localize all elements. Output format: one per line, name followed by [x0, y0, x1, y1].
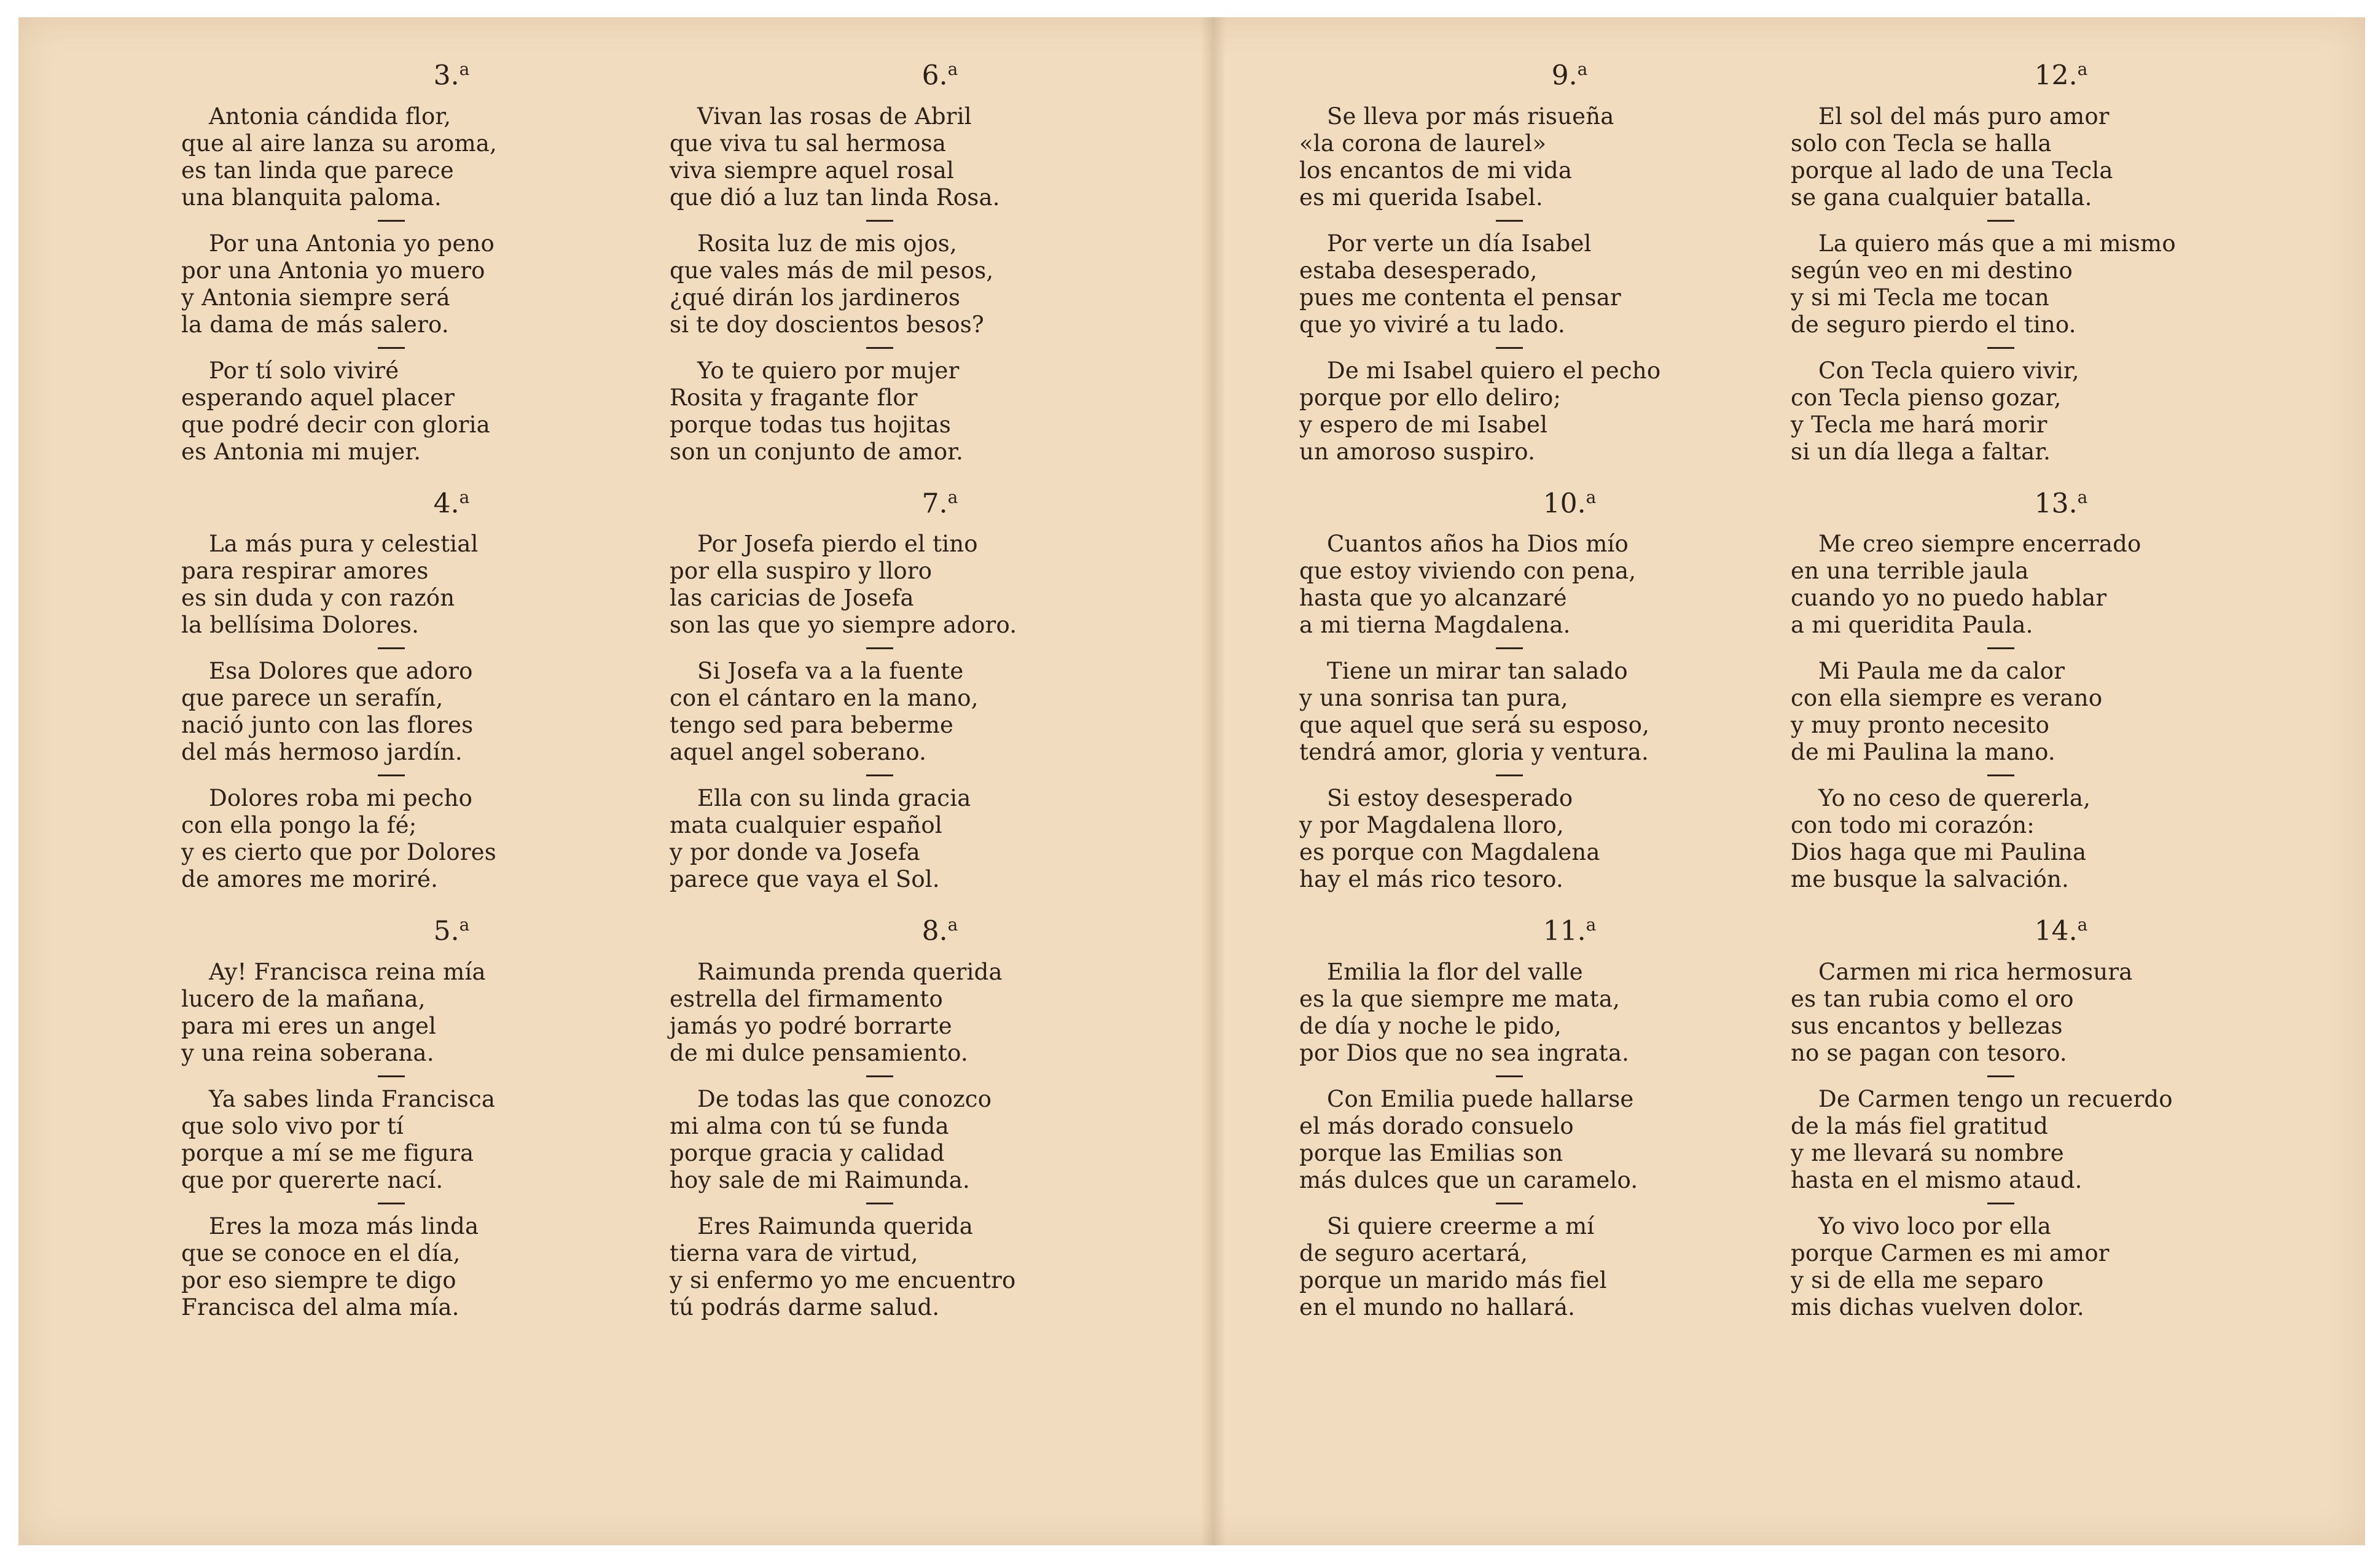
verse-line: y si mi Tecla me tocan [1791, 284, 2049, 311]
verse-line: hoy sale de mi Raimunda. [670, 1166, 970, 1193]
verse-line: porque un marido más fiel [1299, 1266, 1607, 1293]
section-number [1299, 479, 1791, 523]
verse-line: Yo vivo loco por ella [1818, 1212, 2052, 1239]
stanza [181, 658, 673, 766]
verse-line: solo con Tecla se halla [1791, 130, 2052, 157]
verse-line: Ya sabes linda Francisca [209, 1085, 496, 1112]
song-section [1791, 907, 2282, 1321]
section-number [1791, 479, 2282, 523]
stanza [1791, 785, 2282, 893]
verse-line: una blanquita paloma. [181, 184, 442, 211]
verse-column [181, 51, 673, 1335]
stanza-divider [1496, 1075, 1523, 1077]
verse-line: lucero de la mañana, [181, 985, 426, 1012]
verse-line: «la corona de laurel» [1299, 130, 1547, 157]
verse-line: de mi Paulina la mano. [1791, 739, 2055, 766]
song-section [670, 51, 1161, 466]
stanza [670, 1213, 1161, 1321]
verse-line: que por quererte nací. [181, 1166, 444, 1193]
verse-line: es mi querida Isabel. [1299, 184, 1543, 211]
stanza [1299, 1213, 1791, 1321]
stanza [1299, 785, 1791, 893]
verse-column [1299, 51, 1791, 1335]
verse-line: es tan linda que parece [181, 157, 454, 184]
verse-line: son las que yo siempre adoro. [670, 612, 1017, 639]
section-number-text: 6. [921, 60, 948, 92]
stanza [1791, 357, 2282, 466]
stanza-divider [378, 1203, 405, 1204]
verse-line: Por tí solo viviré [209, 357, 399, 384]
stanza-divider [866, 220, 893, 222]
verse-line: Tiene un mirar tan salado [1327, 658, 1628, 685]
verse-line: hay el más rico tesoro. [1299, 866, 1563, 893]
verse-line: y si de ella me separo [1791, 1266, 2044, 1293]
section-number [670, 479, 1161, 523]
verse-line: La quiero más que a mi mismo [1818, 230, 2176, 257]
stanza-divider [1496, 774, 1523, 776]
verse-line: y muy pronto necesito [1791, 712, 2050, 739]
verse-line: Mi Paula me da calor [1818, 658, 2065, 685]
section-number-text: 10. [1543, 488, 1586, 520]
stanza-divider [378, 774, 405, 776]
stanza [1299, 658, 1791, 766]
verse-line: De Carmen tengo un recuerdo [1818, 1085, 2173, 1112]
verse-line: que parece un serafín, [181, 685, 444, 712]
stanza [181, 785, 673, 893]
verse-line: viva siempre aquel rosal [670, 157, 955, 184]
stanza [1791, 658, 2282, 766]
verse-line: Dolores roba mi pecho [209, 785, 473, 812]
verse-line: por Dios que no sea ingrata. [1299, 1039, 1630, 1066]
stanza-divider [1987, 647, 2014, 649]
stanza-divider [866, 774, 893, 776]
stanza [1791, 1213, 2282, 1321]
verse-line: por eso siempre te digo [181, 1266, 456, 1293]
section-number-text: 14. [2034, 915, 2078, 947]
verse-line: y si enfermo yo me encuentro [670, 1266, 1016, 1293]
verse-line: Vivan las rosas de Abril [697, 103, 972, 130]
verse-line: Con Emilia puede hallarse [1327, 1085, 1634, 1112]
section-number-text: 5. [433, 915, 460, 947]
verse-line: y por Magdalena lloro, [1299, 812, 1564, 839]
stanza-divider [866, 347, 893, 349]
verse-column [1791, 51, 2282, 1335]
verse-line: de seguro acertará, [1299, 1239, 1528, 1266]
verse-line: Rosita y fragante flor [670, 384, 918, 411]
verse-line: Me creo siempre encerrado [1818, 531, 2141, 558]
stanza [1299, 1086, 1791, 1194]
stanza [1299, 959, 1791, 1067]
verse-line: del más hermoso jardín. [181, 739, 463, 766]
verse-column [670, 51, 1161, 1335]
verse-line: que yo viviré a tu lado. [1299, 311, 1565, 338]
verse-line: mata cualquier español [670, 812, 942, 839]
section-number-text: 7. [921, 488, 948, 520]
stanza [670, 230, 1161, 338]
verse-line: porque las Emilias son [1299, 1139, 1563, 1166]
verse-line: mis dichas vuelven dolor. [1791, 1293, 2084, 1320]
verse-line: Emilia la flor del valle [1327, 958, 1583, 985]
stanza-divider [866, 647, 893, 649]
song-section [181, 51, 673, 466]
verse-line: tengo sed para beberme [670, 712, 954, 739]
song-section [1791, 479, 2282, 894]
section-number [181, 907, 673, 950]
verse-line: y una sonrisa tan pura, [1299, 685, 1568, 712]
verse-line: se gana cualquier batalla. [1791, 184, 2092, 211]
verse-line: hasta en el mismo ataud. [1791, 1166, 2083, 1193]
verse-line: que viva tu sal hermosa [670, 130, 947, 157]
verse-line: porque Carmen es mi amor [1791, 1239, 2110, 1266]
verse-line: De todas las que conozco [697, 1085, 992, 1112]
stanza [181, 531, 673, 639]
stanza [181, 1213, 673, 1321]
verse-line: que estoy viviendo con pena, [1299, 558, 1637, 585]
verse-line: De mi Isabel quiero el pecho [1327, 357, 1661, 384]
section-ordinal: a [459, 486, 470, 507]
verse-line: y Antonia siempre será [181, 284, 450, 311]
verse-line: para respirar amores [181, 558, 429, 585]
verse-line: por ella suspiro y lloro [670, 558, 933, 585]
verse-line: si te doy doscientos besos? [670, 311, 984, 338]
verse-line: y me llevará su nombre [1791, 1139, 2064, 1166]
stanza-divider [1987, 347, 2014, 349]
section-number [1791, 51, 2282, 95]
verse-line: Con Tecla quiero vivir, [1818, 357, 2079, 384]
verse-line: con ella pongo la fé; [181, 812, 417, 839]
verse-line: Por verte un día Isabel [1327, 230, 1592, 257]
verse-line: Yo no ceso de quererla, [1818, 785, 2091, 812]
section-number-text: 4. [433, 488, 460, 520]
verse-line: cuando yo no puedo hablar [1791, 585, 2107, 612]
verse-line: más dulces que un caramelo. [1299, 1166, 1638, 1193]
verse-line: y espero de mi Isabel [1299, 411, 1548, 438]
stanza [670, 357, 1161, 466]
section-ordinal: a [2077, 486, 2088, 507]
verse-line: un amoroso suspiro. [1299, 438, 1536, 465]
verse-line: con ella siempre es verano [1791, 685, 2103, 712]
verse-line: a mi tierna Magdalena. [1299, 612, 1571, 639]
section-number [1791, 907, 2282, 950]
verse-line: Antonia cándida flor, [209, 103, 452, 130]
stanza [670, 785, 1161, 893]
verse-line: Si quiere creerme a mí [1327, 1212, 1595, 1239]
stanza [181, 357, 673, 466]
stanza-divider [1987, 1203, 2014, 1204]
verse-line: nació junto con las flores [181, 712, 474, 739]
section-ordinal: a [947, 59, 958, 79]
stanza [1791, 531, 2282, 639]
section-ordinal: a [947, 486, 958, 507]
verse-line: son un conjunto de amor. [670, 438, 964, 465]
verse-line: porque a mí se me figura [181, 1139, 474, 1166]
verse-line: con todo mi corazón: [1791, 812, 2035, 839]
stanza-divider [378, 347, 405, 349]
section-ordinal: a [2077, 59, 2088, 79]
verse-line: y por donde va Josefa [670, 839, 920, 866]
section-number [181, 479, 673, 523]
verse-line: no se pagan con tesoro. [1791, 1039, 2067, 1066]
song-section [181, 907, 673, 1321]
verse-line: tú podrás darme salud. [670, 1293, 940, 1320]
verse-line: las caricias de Josefa [670, 585, 914, 612]
verse-line: es Antonia mi mujer. [181, 438, 421, 465]
verse-line: Se lleva por más risueña [1327, 103, 1614, 130]
section-ordinal: a [1586, 486, 1597, 507]
verse-line: Si Josefa va a la fuente [697, 658, 964, 685]
song-section [1299, 479, 1791, 894]
stanza [670, 531, 1161, 639]
verse-line: porque al lado de una Tecla [1791, 157, 2113, 184]
section-number-text: 12. [2034, 60, 2078, 92]
verse-line: de amores me moriré. [181, 866, 439, 893]
stanza [1299, 531, 1791, 639]
verse-line: con Tecla pienso gozar, [1791, 384, 2062, 411]
verse-line: tendrá amor, gloria y ventura. [1299, 739, 1649, 766]
section-number [670, 51, 1161, 95]
verse-line: según veo en mi destino [1791, 257, 2073, 284]
stanza [1299, 103, 1791, 211]
verse-line: estaba desesperado, [1299, 257, 1538, 284]
verse-line: jamás yo podré borrarte [670, 1012, 952, 1039]
verse-line: por una Antonia yo muero [181, 257, 485, 284]
section-ordinal: a [459, 915, 470, 935]
verse-line: en una terrible jaula [1791, 558, 2029, 585]
stanza [670, 103, 1161, 211]
stanza-divider [1987, 1075, 2014, 1077]
song-section [1791, 51, 2282, 466]
verse-line: aquel angel soberano. [670, 739, 927, 766]
verse-line: y una reina soberana. [181, 1039, 434, 1066]
verse-line: esperando aquel placer [181, 384, 455, 411]
verse-line: Cuantos años ha Dios mío [1327, 531, 1629, 558]
stanza [181, 230, 673, 338]
section-number-text: 9. [1551, 60, 1578, 92]
verse-line: parece que vaya el Sol. [670, 866, 940, 893]
stanza-divider [1987, 220, 2014, 222]
verse-line: es la que siempre me mata, [1299, 985, 1621, 1012]
verse-line: que al aire lanza su aroma, [181, 130, 498, 157]
verse-line: los encantos de mi vida [1299, 157, 1573, 184]
verse-line: la bellísima Dolores. [181, 612, 420, 639]
verse-line: el más dorado consuelo [1299, 1112, 1574, 1139]
stanza [1791, 959, 2282, 1067]
verse-line: es porque con Magdalena [1299, 839, 1600, 866]
verse-line: me busque la salvación. [1791, 866, 2069, 893]
verse-line: Ay! Francisca reina mía [209, 958, 486, 985]
section-ordinal: a [2077, 915, 2088, 935]
verse-line: pues me contenta el pensar [1299, 284, 1621, 311]
stanza [670, 959, 1161, 1067]
stanza-divider [1496, 347, 1523, 349]
section-number-text: 3. [433, 60, 460, 92]
verse-line: Raimunda prenda querida [697, 958, 1003, 985]
verse-line: que dió a luz tan linda Rosa. [670, 184, 1000, 211]
song-section [1299, 51, 1791, 466]
verse-line: a mi queridita Paula. [1791, 612, 2033, 639]
stanza-divider [1987, 774, 2014, 776]
stanza [1299, 357, 1791, 466]
section-number [1299, 907, 1791, 950]
stanza [181, 959, 673, 1067]
section-number-text: 8. [921, 915, 948, 947]
verse-line: Eres la moza más linda [209, 1212, 479, 1239]
section-number [181, 51, 673, 95]
verse-line: Por Josefa pierdo el tino [697, 531, 978, 558]
verse-line: Francisca del alma mía. [181, 1293, 460, 1320]
verse-line: estrella del firmamento [670, 985, 943, 1012]
section-ordinal: a [947, 915, 958, 935]
stanza-divider [1496, 1203, 1523, 1204]
verse-line: la dama de más salero. [181, 311, 449, 338]
section-number-text: 13. [2034, 488, 2078, 520]
stanza-divider [378, 647, 405, 649]
song-section [670, 907, 1161, 1321]
section-ordinal: a [459, 59, 470, 79]
stanza [1791, 230, 2282, 338]
printed-sheet [18, 17, 2365, 1545]
verse-line: para mi eres un angel [181, 1012, 437, 1039]
verse-line: Eres Raimunda querida [697, 1212, 974, 1239]
verse-line: si un día llega a faltar. [1791, 438, 2051, 465]
center-fold [1201, 17, 1226, 1545]
verse-line: Por una Antonia yo peno [209, 230, 495, 257]
verse-line: Rosita luz de mis ojos, [697, 230, 957, 257]
stanza-divider [866, 1075, 893, 1077]
verse-line: ¿qué dirán los jardineros [670, 284, 961, 311]
section-number [1299, 51, 1791, 95]
verse-line: Dios haga que mi Paulina [1791, 839, 2087, 866]
verse-line: Si estoy desesperado [1327, 785, 1573, 812]
verse-line: es sin duda y con razón [181, 585, 455, 612]
verse-line: que podré decir con gloria [181, 411, 490, 438]
song-section [670, 479, 1161, 894]
verse-line: que solo vivo por tí [181, 1112, 404, 1139]
stanza [670, 1086, 1161, 1194]
song-section [181, 479, 673, 894]
verse-line: La más pura y celestial [209, 531, 479, 558]
section-ordinal: a [1577, 59, 1588, 79]
stanza-divider [378, 1075, 405, 1077]
verse-line: de seguro pierdo el tino. [1791, 311, 2076, 338]
verse-line: porque gracia y calidad [670, 1139, 945, 1166]
stanza [1791, 1086, 2282, 1194]
verse-line: porque por ello deliro; [1299, 384, 1562, 411]
verse-line: hasta que yo alcanzaré [1299, 585, 1567, 612]
verse-line: porque todas tus hojitas [670, 411, 952, 438]
song-section [1299, 907, 1791, 1321]
verse-line: de día y noche le pido, [1299, 1012, 1562, 1039]
verse-line: y Tecla me hará morir [1791, 411, 2048, 438]
verse-line: con el cántaro en la mano, [670, 685, 979, 712]
verse-line: Ella con su linda gracia [697, 785, 971, 812]
stanza-divider [1496, 220, 1523, 222]
stanza-divider [1496, 647, 1523, 649]
section-number-text: 11. [1543, 915, 1586, 947]
verse-line: que se conoce en el día, [181, 1239, 461, 1266]
verse-line: de la más fiel gratitud [1791, 1112, 2049, 1139]
verse-line: El sol del más puro amor [1818, 103, 2110, 130]
verse-line: tierna vara de virtud, [670, 1239, 918, 1266]
stanza [670, 658, 1161, 766]
verse-line: que vales más de mil pesos, [670, 257, 994, 284]
section-ordinal: a [1586, 915, 1597, 935]
stanza-divider [866, 1203, 893, 1204]
verse-line: que aquel que será su esposo, [1299, 712, 1650, 739]
verse-line: sus encantos y bellezas [1791, 1012, 2063, 1039]
verse-line: Esa Dolores que adoro [209, 658, 473, 685]
verse-line: y es cierto que por Dolores [181, 839, 496, 866]
verse-line: en el mundo no hallará. [1299, 1293, 1576, 1320]
section-number [670, 907, 1161, 950]
stanza [1791, 103, 2282, 211]
verse-line: Carmen mi rica hermosura [1818, 958, 2133, 985]
stanza [181, 103, 673, 211]
verse-line: de mi dulce pensamiento. [670, 1039, 968, 1066]
verse-line: Yo te quiero por mujer [697, 357, 960, 384]
stanza [1299, 230, 1791, 338]
verse-line: es tan rubia como el oro [1791, 985, 2074, 1012]
stanza-divider [378, 220, 405, 222]
stanza [181, 1086, 673, 1194]
verse-line: mi alma con tú se funda [670, 1112, 949, 1139]
